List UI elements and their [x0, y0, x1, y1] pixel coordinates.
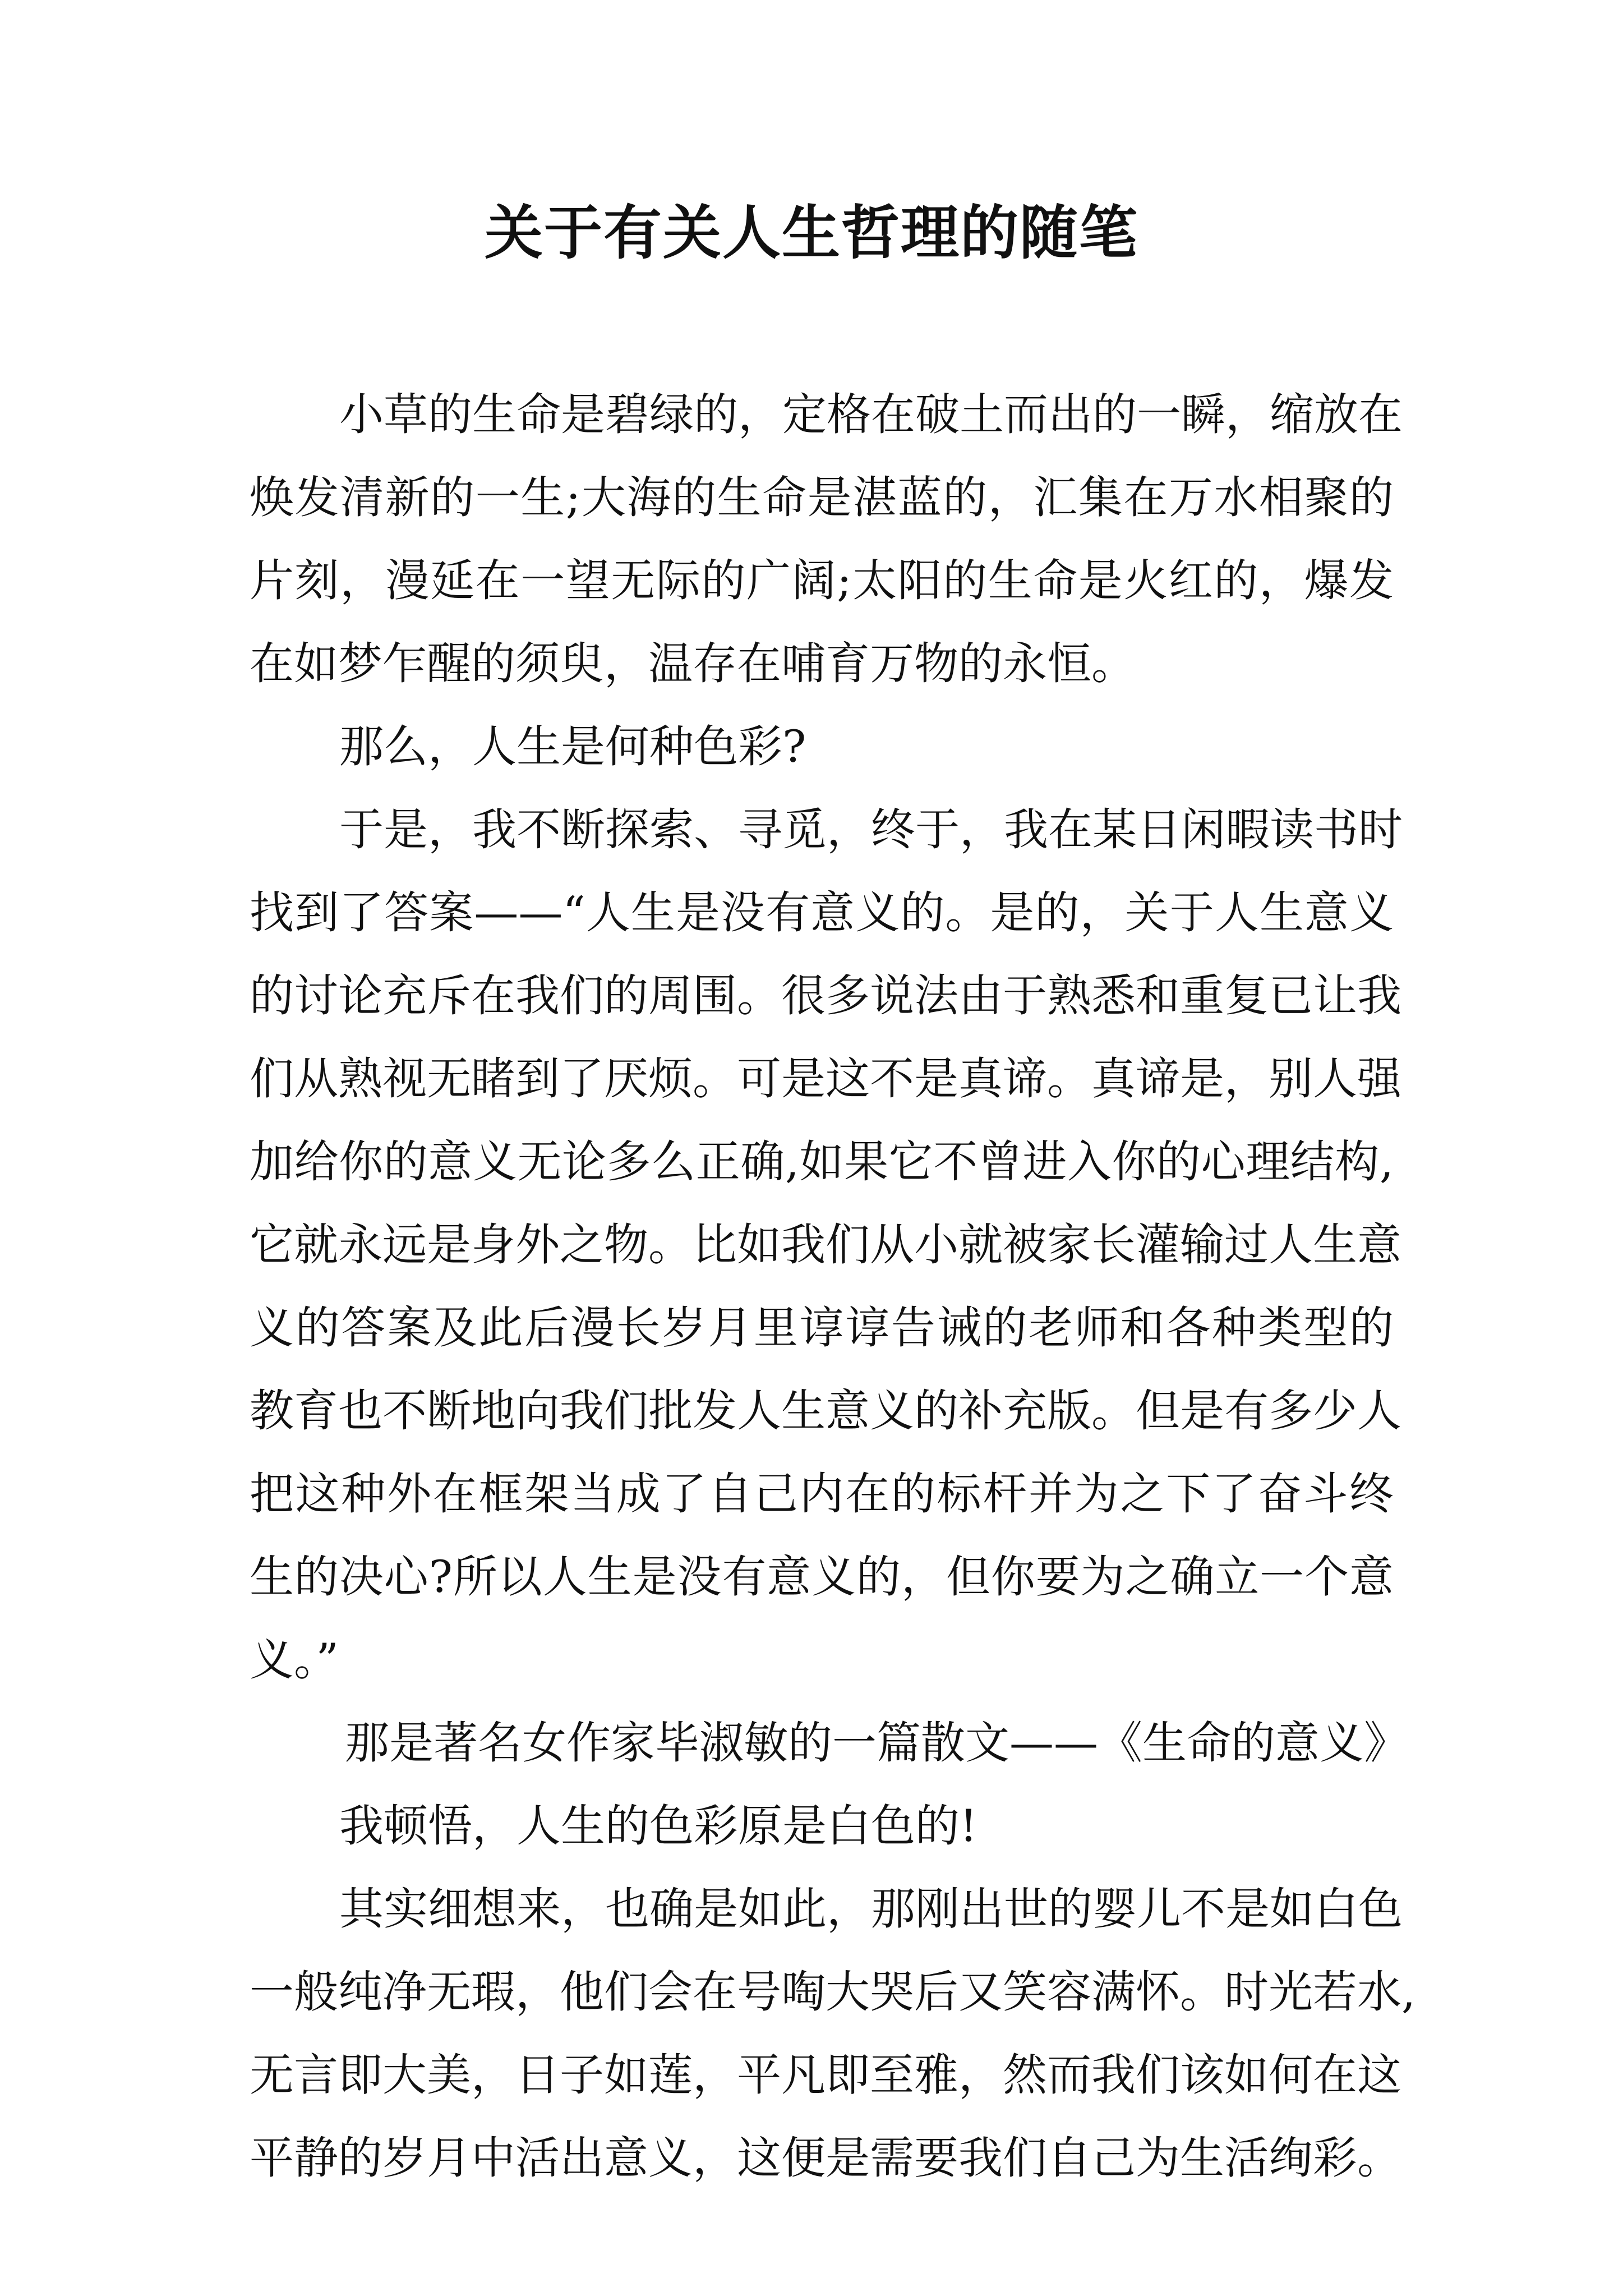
document-title: 关于有关人生哲理的随笔	[484, 198, 1138, 267]
text-line: 教育也不断地向我们批发人生意义的补充版。但是有多少人	[250, 1385, 1401, 1437]
text-line: 在如梦乍醒的须臾，温存在哺育万物的永恒。	[250, 638, 1136, 689]
document-body	[250, 373, 1416, 2200]
text-line: 无言即大美，日子如莲，平凡即至雅，然而我们该如何在这	[250, 2049, 1401, 2101]
text-line: 焕发清新的一生;大海的生命是湛蓝的，汇集在万水相聚的	[250, 472, 1394, 523]
text-line: 找到了答案——“人生是没有意义的。是的，关于人生意义	[250, 887, 1394, 938]
text-line: 片刻，漫延在一望无际的广阔;太阳的生命是火红的，爆发	[250, 555, 1394, 606]
text-line: 一般纯净无瑕，他们会在号啕大哭后又笑容满怀。时光若水,	[250, 1966, 1416, 2018]
text-line: 我顿悟，人生的色彩原是白色的!	[339, 1800, 978, 1852]
text-line: 那是著名女作家毕淑敏的一篇散文——《生命的意义》	[345, 1717, 1408, 1769]
text-line: 那么，人生是何种色彩?	[339, 721, 806, 772]
text-line: 生的决心?所以人生是没有意义的，但你要为之确立一个意	[250, 1551, 1394, 1603]
text-line: 于是，我不断探索、寻觅，终于，我在某日闲暇读书时	[339, 804, 1403, 855]
text-line: 的讨论充斥在我们的周围。很多说法由于熟悉和重复已让我	[250, 970, 1401, 1022]
text-line: 小草的生命是碧绿的，定格在破土而出的一瞬，缩放在	[339, 389, 1403, 440]
text-line: 义的答案及此后漫长岁月里谆谆告诫的老师和各种类型的	[250, 1302, 1394, 1354]
text-line: 其实细想来，也确是如此，那刚出世的婴儿不是如白色	[339, 1883, 1403, 1935]
text-line: 平静的岁月中活出意义，这便是需要我们自己为生活绚彩。	[250, 2132, 1401, 2184]
text-line: 义。”	[250, 1634, 339, 1686]
text-line: 把这种外在框架当成了自己内在的标杆并为之下了奋斗终	[250, 1468, 1394, 1520]
text-line: 加给你的意义无论多么正确,如果它不曾进入你的心理结构,	[250, 1136, 1394, 1188]
text-line: 它就永远是身外之物。比如我们从小就被家长灌输过人生意	[250, 1219, 1401, 1271]
text-line: 们从熟视无睹到了厌烦。可是这不是真谛。真谛是，别人强	[250, 1053, 1401, 1105]
